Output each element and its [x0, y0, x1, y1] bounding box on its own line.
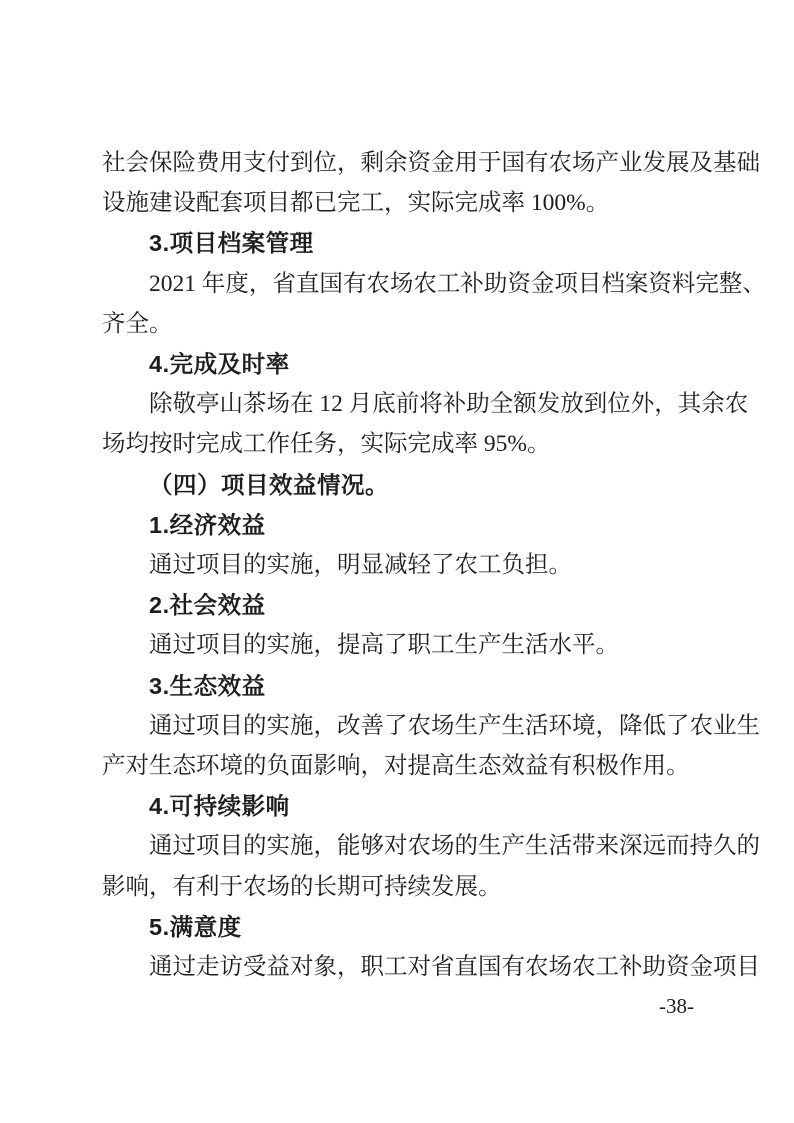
text-line: 通过项目的实施，改善了农场生产生活环境，降低了农业生	[149, 712, 760, 739]
heading-line: 1.经济效益	[149, 511, 266, 538]
text-line: 通过项目的实施，明显减轻了农工负担。	[149, 552, 572, 578]
text-line: 影响，有利于农场的长期可持续发展。	[102, 873, 502, 900]
heading-line: 4.完成及时率	[149, 351, 290, 377]
text-line: 齐全。	[102, 310, 173, 337]
text-line: 2021 年度，省直国有农场农工补助资金项目档案资料完整、	[149, 270, 766, 297]
heading-line: （四）项目效益情况。	[149, 471, 389, 498]
heading-line: 3.生态效益	[149, 672, 266, 699]
text-line: 社会保险费用支付到位，剩余资金用于国有农场产业发展及基础	[102, 150, 760, 176]
text-line: 通过项目的实施，提高了职工生产生活水平。	[149, 632, 619, 659]
document-text-block	[102, 0, 770, 1123]
text-line: 除敬亭山茶场在 12 月底前将补助全额发放到位外，其余农	[149, 391, 749, 418]
text-line: 通过项目的实施，能够对农场的生产生活带来深远而持久的	[149, 833, 760, 860]
page-number: -38-	[659, 994, 694, 1018]
heading-line: 4.可持续影响	[149, 793, 290, 820]
text-line: 设施建设配套项目都已完工，实际完成率 100%。	[102, 190, 610, 217]
heading-line: 3.项目档案管理	[149, 230, 314, 257]
heading-line: 5.满意度	[149, 913, 242, 940]
heading-line: 2.社会效益	[149, 592, 266, 619]
text-line: 通过走访受益对象，职工对省直国有农场农工补助资金项目	[149, 954, 760, 980]
text-line: 场均按时完成工作任务，实际完成率 95%。	[102, 431, 551, 458]
text-line: 产对生态环境的负面影响，对提高生态效益有积极作用。	[102, 753, 690, 779]
